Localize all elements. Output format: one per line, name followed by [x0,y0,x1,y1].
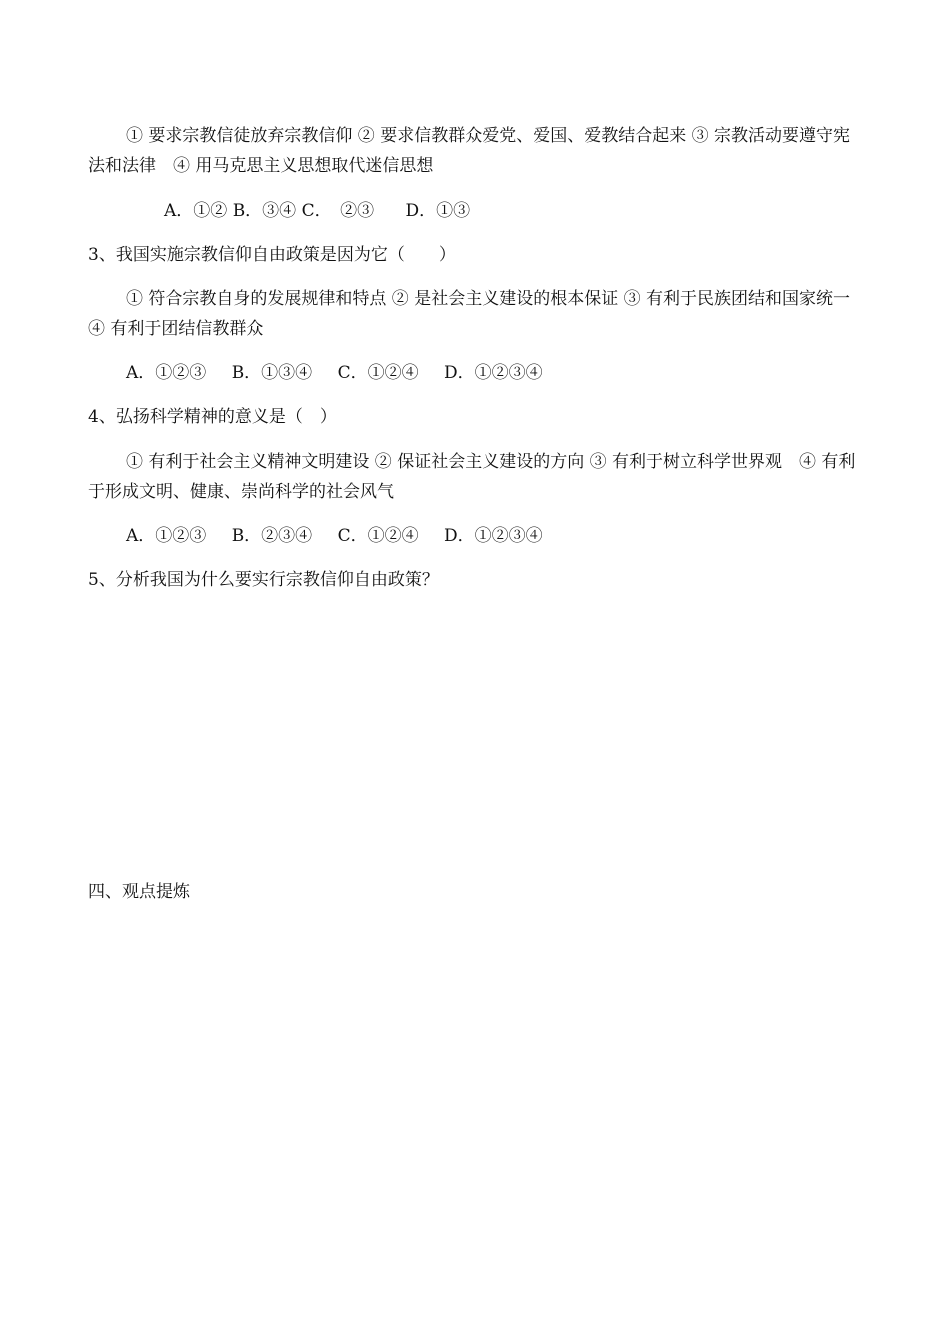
q4-option-d: D．①②③④ [444,526,543,546]
q4-option-b: B．②③④ [231,526,313,546]
q2-statements: ① 要求宗教信徒放弃宗教信仰 ② 要求信教群众爱党、爱国、爱教结合起来 ③ 宗教活动要遵守宪法和法律 ④ 用马克思主义思想取代迷信思想 [88,126,851,176]
q2-option-c: C． ②③ [301,201,375,221]
q3-option-c: C．①②④ [337,363,419,383]
q2-option-b: B．③④ [232,201,297,221]
q3-option-d: D．①②③④ [444,363,543,383]
q2-option-a: A．①② [164,201,228,221]
q2-option-d: D．①③ [405,201,471,221]
q4-option-a: A．①②③ [126,526,207,546]
q4-statements: ① 有利于社会主义精神文明建设 ② 保证社会主义建设的方向 ③ 有利于树立科学世界观 ④ 有利于形成文明、健康、崇尚科学的社会风气 [88,452,856,502]
q5-question: 5、分析我国为什么要实行宗教信仰自由政策？ [88,570,439,590]
q3-option-b: B．①③④ [231,363,313,383]
q4-options [126,525,543,547]
q3-statements: ① 符合宗教自身的发展规律和特点 ② 是社会主义建设的根本保证 ③ 有利于民族团结和国家统一 ④ 有利于团结信教群众 [88,289,868,339]
section-heading: 四、观点提炼 [88,882,190,902]
q2-options [164,200,470,222]
q3-question: 3、我国实施宗教信仰自由政策是因为它（ ） [88,245,456,265]
q3-options [126,362,543,384]
q3-option-a: A．①②③ [126,363,207,383]
q4-option-c: C．①②④ [337,526,419,546]
q4-question: 4、弘扬科学精神的意义是（ ） [88,407,337,427]
